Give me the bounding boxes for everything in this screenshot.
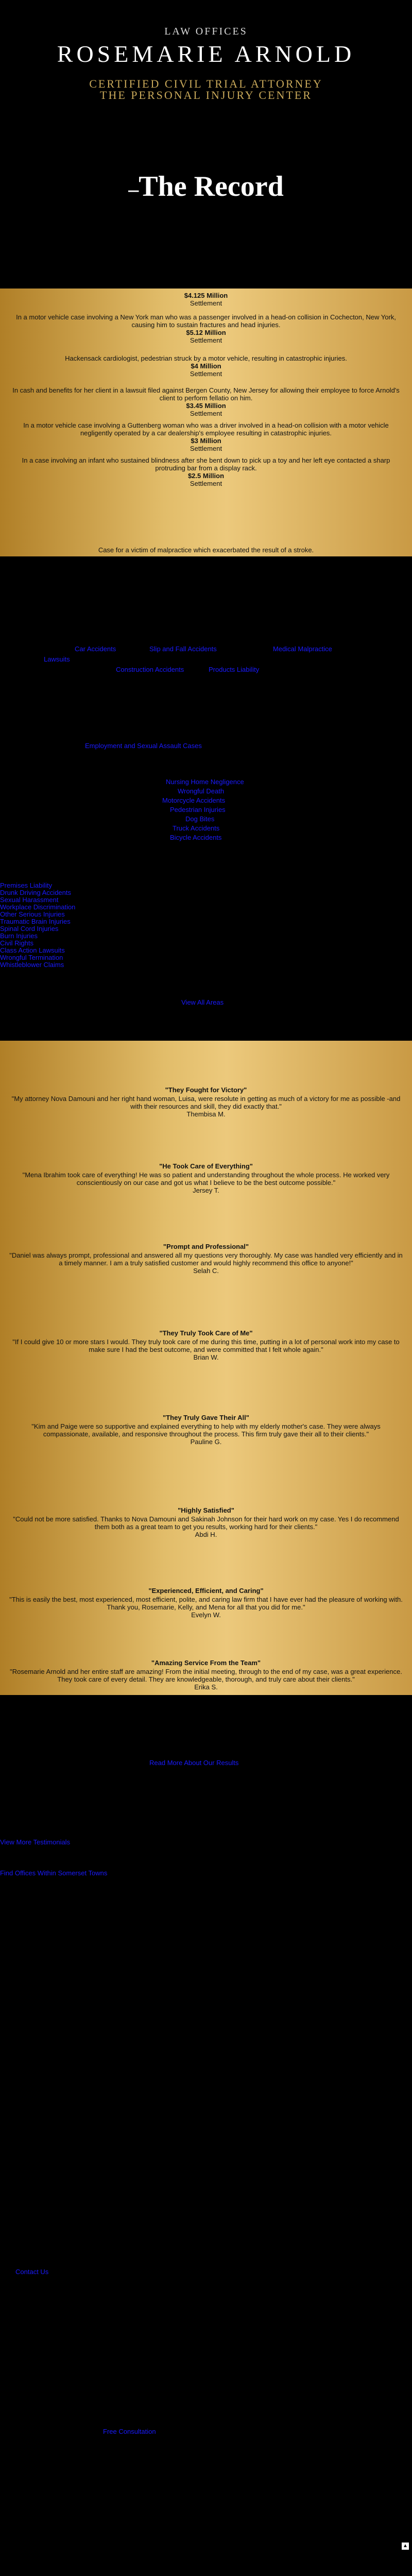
- tagline-certified: CERTIFIED CIVIL TRIAL ATTORNEY: [89, 77, 323, 90]
- link-class-action[interactable]: Class Action Lawsuits: [0, 946, 65, 954]
- law-offices-label: LAW OFFICES: [164, 26, 248, 37]
- firm-name[interactable]: ROSEMARIE ARNOLD: [57, 41, 355, 67]
- link-contact-us[interactable]: Contact Us: [15, 2268, 49, 2276]
- link-wrongful-termination[interactable]: Wrongful Termination: [0, 954, 63, 961]
- link-lawsuits[interactable]: Lawsuits: [44, 655, 70, 663]
- link-car-accidents[interactable]: Car Accidents: [75, 645, 116, 653]
- link-brain[interactable]: Traumatic Brain Injuries: [0, 918, 71, 925]
- case-results-section: [0, 289, 412, 556]
- practice-areas-list: [0, 882, 124, 969]
- link-whistleblower[interactable]: Whistleblower Claims: [0, 961, 64, 969]
- link-products-liability[interactable]: Products Liability: [209, 666, 260, 673]
- result-item: $4.125 Million Settlement: [184, 292, 228, 307]
- testimonial: "Prompt and Professional" "Daniel was always prompt, professional and answered all my questions very thoroughly. My case was handled very efficiently and in a timely manner. I am a truly satisfied customer and would highly recommend this office to anyone!" Selah C.: [9, 1243, 403, 1275]
- tagline-injury-center: THE PERSONAL INJURY CENTER: [100, 89, 312, 101]
- link-truck[interactable]: Truck Accidents: [173, 824, 220, 832]
- testimonial: "They Truly Gave Their All" "Kim and Paige were so supportive and explained everything to help with my elderly mother's case. They were always compassionate, available, and responsive throughout the process. This firm truly gave their all to their clients." Pauline G.: [31, 1414, 381, 1446]
- result-item: Hackensack cardiologist, pedestrian struck by a motor vehicle, resulting in catastrophic injuries. $4 Million Settlement: [65, 354, 347, 378]
- testimonial: "Amazing Service From the Team" "Rosemarie Arnold and her entire staff are amazing! From the initial meeting, through to the end of my case, was a great experience. They took care of every detail. They are knowledgeable, thorough, and truly care about their clients." Erika S.: [10, 1659, 402, 1691]
- result-item: Case for a victim of malpractice which exacerbated the result of a stroke.: [98, 546, 314, 554]
- link-burn[interactable]: Burn Injuries: [0, 932, 38, 940]
- testimonials-section: [0, 1041, 412, 1695]
- link-pedestrian[interactable]: Pedestrian Injuries: [170, 806, 226, 814]
- link-medical-malpractice[interactable]: Medical Malpractice: [273, 645, 332, 653]
- link-construction[interactable]: Construction Accidents: [116, 666, 184, 673]
- result-item: In cash and benefits for her client in a lawsuit filed against Bergen County, New Jersey for allowing their employee to force Arnold's client to perform fellatio on him. $3.45 Million Settlement: [12, 386, 400, 417]
- link-premises[interactable]: Premises Liability: [0, 882, 53, 889]
- link-bicycle[interactable]: Bicycle Accidents: [170, 834, 222, 841]
- link-employment[interactable]: Employment and Sexual Assault Cases: [85, 742, 202, 750]
- link-view-all-areas[interactable]: View All Areas: [181, 998, 224, 1006]
- testimonial: "They Truly Took Care of Me" "If I could give 10 or more stars I would. They truly took care of me during this time, putting in a lot of personal work into my case to make sure I had the best outcome, and were committed that I felt whole again." Brian W.: [12, 1329, 400, 1361]
- link-nursing-home[interactable]: Nursing Home Negligence: [166, 778, 244, 786]
- result-item: In a motor vehicle case involving a New York man who was a passenger involved in a head-on collision in Cochecton, New York, causing him to sustain fractures and head injuries. $5.12 Million Settlement: [16, 313, 396, 344]
- link-harassment[interactable]: Sexual Harassment: [0, 896, 59, 904]
- result-item: In a motor vehicle case involving a Guttenberg woman who was a driver involved in a head-on collision with a motor vehicle negligently operated by a car dealership's employee resulting in catastrophic injuries. $3 Million Settlement: [23, 421, 389, 452]
- link-slip-fall[interactable]: Slip and Fall Accidents: [149, 645, 217, 653]
- link-offices[interactable]: Find Offices Within Somerset Towns: [0, 1869, 108, 1877]
- link-read-more-results[interactable]: Read More About Our Results: [149, 1759, 239, 1767]
- link-view-more-testimonials[interactable]: View More Testimonials: [0, 1838, 71, 1846]
- link-civil-rights[interactable]: Civil Rights: [0, 939, 34, 947]
- link-other-injuries[interactable]: Other Serious Injuries: [0, 910, 65, 918]
- testimonial: "Highly Satisfied" "Could not be more satisfied. Thanks to Nova Damouni and Sakinah Johnson for their hard work on my case. Yes I do recommend them both as a great team to get you results, working hard for their clients." Abdi H.: [13, 1506, 399, 1538]
- testimonial: "They Fought for Victory" "My attorney Nova Damouni and her right hand woman, Luisa, were resolute in getting as much of a victory for me as possible -and with their resources and skill, they did exactly that." Thembisa M.: [11, 1086, 401, 1118]
- the-record-logo: –The Record: [128, 171, 284, 202]
- link-wrongful-death[interactable]: Wrongful Death: [178, 787, 225, 795]
- link-discrimination[interactable]: Workplace Discrimination: [0, 903, 76, 911]
- testimonial: "Experienced, Efficient, and Caring" "This is easily the best, most experienced, most efficient, polite, and caring law firm that I have ever had the pleasure of working with. Thank you, Rosemarie, Kelly, and Mena for all that you did for me." Evelyn W.: [9, 1587, 403, 1619]
- scroll-arrow-icon[interactable]: ▲: [402, 2543, 409, 2550]
- link-free-consultation[interactable]: Free Consultation: [103, 2428, 156, 2435]
- testimonial: "He Took Care of Everything" "Mena Ibrahim took care of everything! He was so patient and understanding throughout the whole process. He worked very conscientiously on our case and got us what I believe to be the best outcome possible." Jersey T.: [22, 1162, 390, 1194]
- link-motorcycle[interactable]: Motorcycle Accidents: [162, 796, 226, 804]
- link-spinal[interactable]: Spinal Cord Injuries: [0, 925, 59, 933]
- link-drunk-driving[interactable]: Drunk Driving Accidents: [0, 889, 71, 896]
- link-dog-bites[interactable]: Dog Bites: [185, 815, 215, 823]
- result-item: In a case involving an infant who sustained blindness after she bent down to pick up a toy and her left eye contacted a sharp protruding bar from a display rack. $2.5 Million Settlement: [22, 456, 390, 487]
